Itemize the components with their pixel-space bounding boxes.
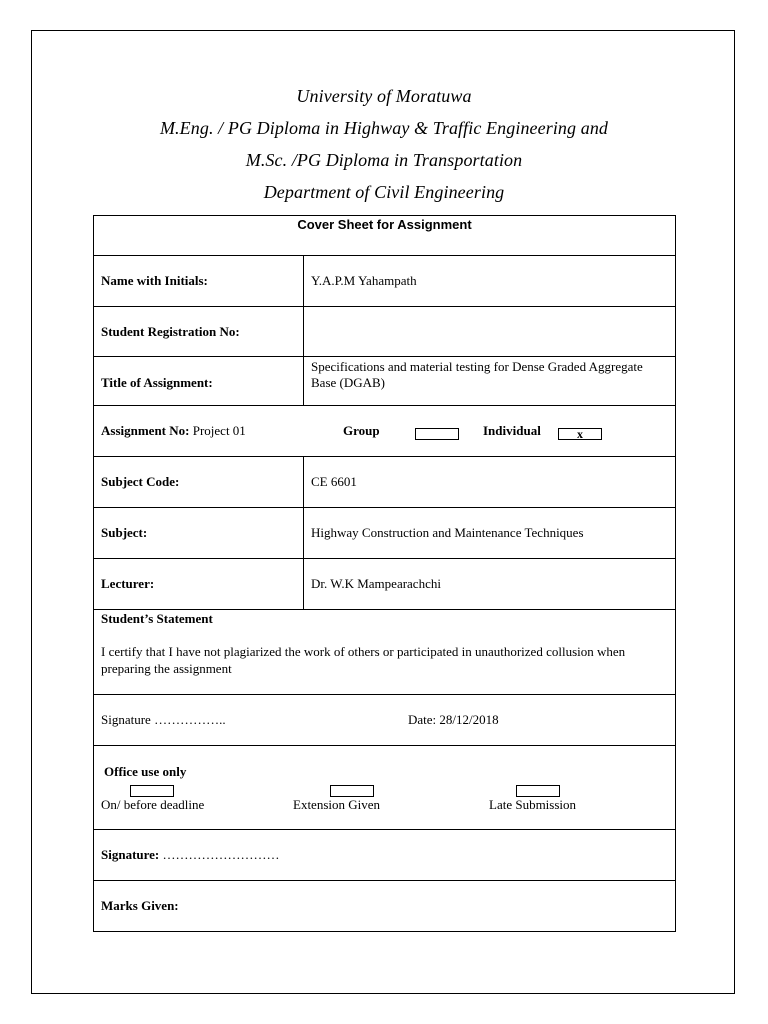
marks-given-label: Marks Given: bbox=[94, 881, 676, 932]
office-signature-label: Signature: bbox=[101, 847, 160, 862]
date-field[interactable]: 28/12/2018 bbox=[439, 712, 499, 727]
table-row bbox=[94, 307, 676, 357]
statement-title: Student’s Statement bbox=[101, 611, 213, 626]
registration-field[interactable] bbox=[304, 307, 676, 357]
statement-text: I certify that I have not plagiarized the work of others or participated in unauthorized collusion when preparing the assignment bbox=[101, 644, 626, 676]
on-time-checkbox[interactable] bbox=[130, 785, 174, 797]
program-line-1: M.Eng. / PG Diploma in Highway & Traffic Engineering and bbox=[159, 118, 609, 138]
late-submission-label: Late Submission bbox=[489, 797, 577, 812]
subject-field[interactable]: Highway Construction and Maintenance Techniques bbox=[304, 508, 676, 559]
registration-label: Student Registration No: bbox=[94, 307, 304, 357]
table-row bbox=[94, 256, 676, 307]
table-row bbox=[94, 746, 676, 830]
subject-label: Subject: bbox=[94, 508, 304, 559]
individual-checkbox[interactable]: x bbox=[558, 428, 602, 440]
table-row bbox=[94, 695, 676, 746]
assignment-no-cell bbox=[94, 406, 676, 457]
assignment-no-value: Project 01 bbox=[192, 423, 246, 438]
extension-label: Extension Given bbox=[293, 797, 381, 812]
on-time-label: On/ before deadline bbox=[101, 797, 205, 812]
signature-date-cell bbox=[94, 695, 676, 746]
cover-sheet-table bbox=[93, 215, 676, 932]
assignment-title-label: Title of Assignment: bbox=[94, 357, 304, 406]
group-label: Group bbox=[343, 423, 380, 438]
office-use-cell bbox=[94, 746, 676, 830]
date-label: Date: bbox=[408, 712, 437, 727]
statement-cell bbox=[94, 610, 676, 695]
signature-field[interactable]: …………….. bbox=[154, 712, 226, 727]
department-name: Department of Civil Engineering bbox=[263, 182, 505, 202]
individual-label: Individual bbox=[483, 423, 541, 438]
signature-label: Signature bbox=[101, 712, 151, 727]
lecturer-field[interactable]: Dr. W.K Mampearachchi bbox=[304, 559, 676, 610]
table-row bbox=[94, 216, 676, 256]
university-name: University of Moratuwa bbox=[296, 86, 472, 106]
table-row bbox=[94, 881, 676, 932]
lecturer-label: Lecturer: bbox=[94, 559, 304, 610]
assignment-no-label: Assignment No: bbox=[101, 423, 190, 438]
program-line-2: M.Sc. /PG Diploma in Transportation bbox=[245, 150, 523, 170]
extension-checkbox[interactable] bbox=[330, 785, 374, 797]
table-row bbox=[94, 830, 676, 881]
table-row bbox=[94, 457, 676, 508]
subject-code-label: Subject Code: bbox=[94, 457, 304, 508]
assignment-title-field[interactable]: Specifications and material testing for Dense Graded Aggregate Base (DGAB) bbox=[304, 357, 676, 406]
office-signature-field[interactable]: ……………………… bbox=[162, 847, 280, 862]
name-field[interactable]: Y.A.P.M Yahampath bbox=[304, 256, 676, 307]
table-row bbox=[94, 610, 676, 695]
office-use-title: Office use only bbox=[104, 764, 187, 779]
office-signature-cell bbox=[94, 830, 676, 881]
subject-code-field[interactable]: CE 6601 bbox=[304, 457, 676, 508]
table-row bbox=[94, 406, 676, 457]
late-submission-checkbox[interactable] bbox=[516, 785, 560, 797]
table-row bbox=[94, 357, 676, 406]
group-checkbox[interactable] bbox=[415, 428, 459, 440]
cover-sheet-title: Cover Sheet for Assignment bbox=[94, 216, 676, 256]
table-row bbox=[94, 559, 676, 610]
name-label: Name with Initials: bbox=[94, 256, 304, 307]
table-row bbox=[94, 508, 676, 559]
